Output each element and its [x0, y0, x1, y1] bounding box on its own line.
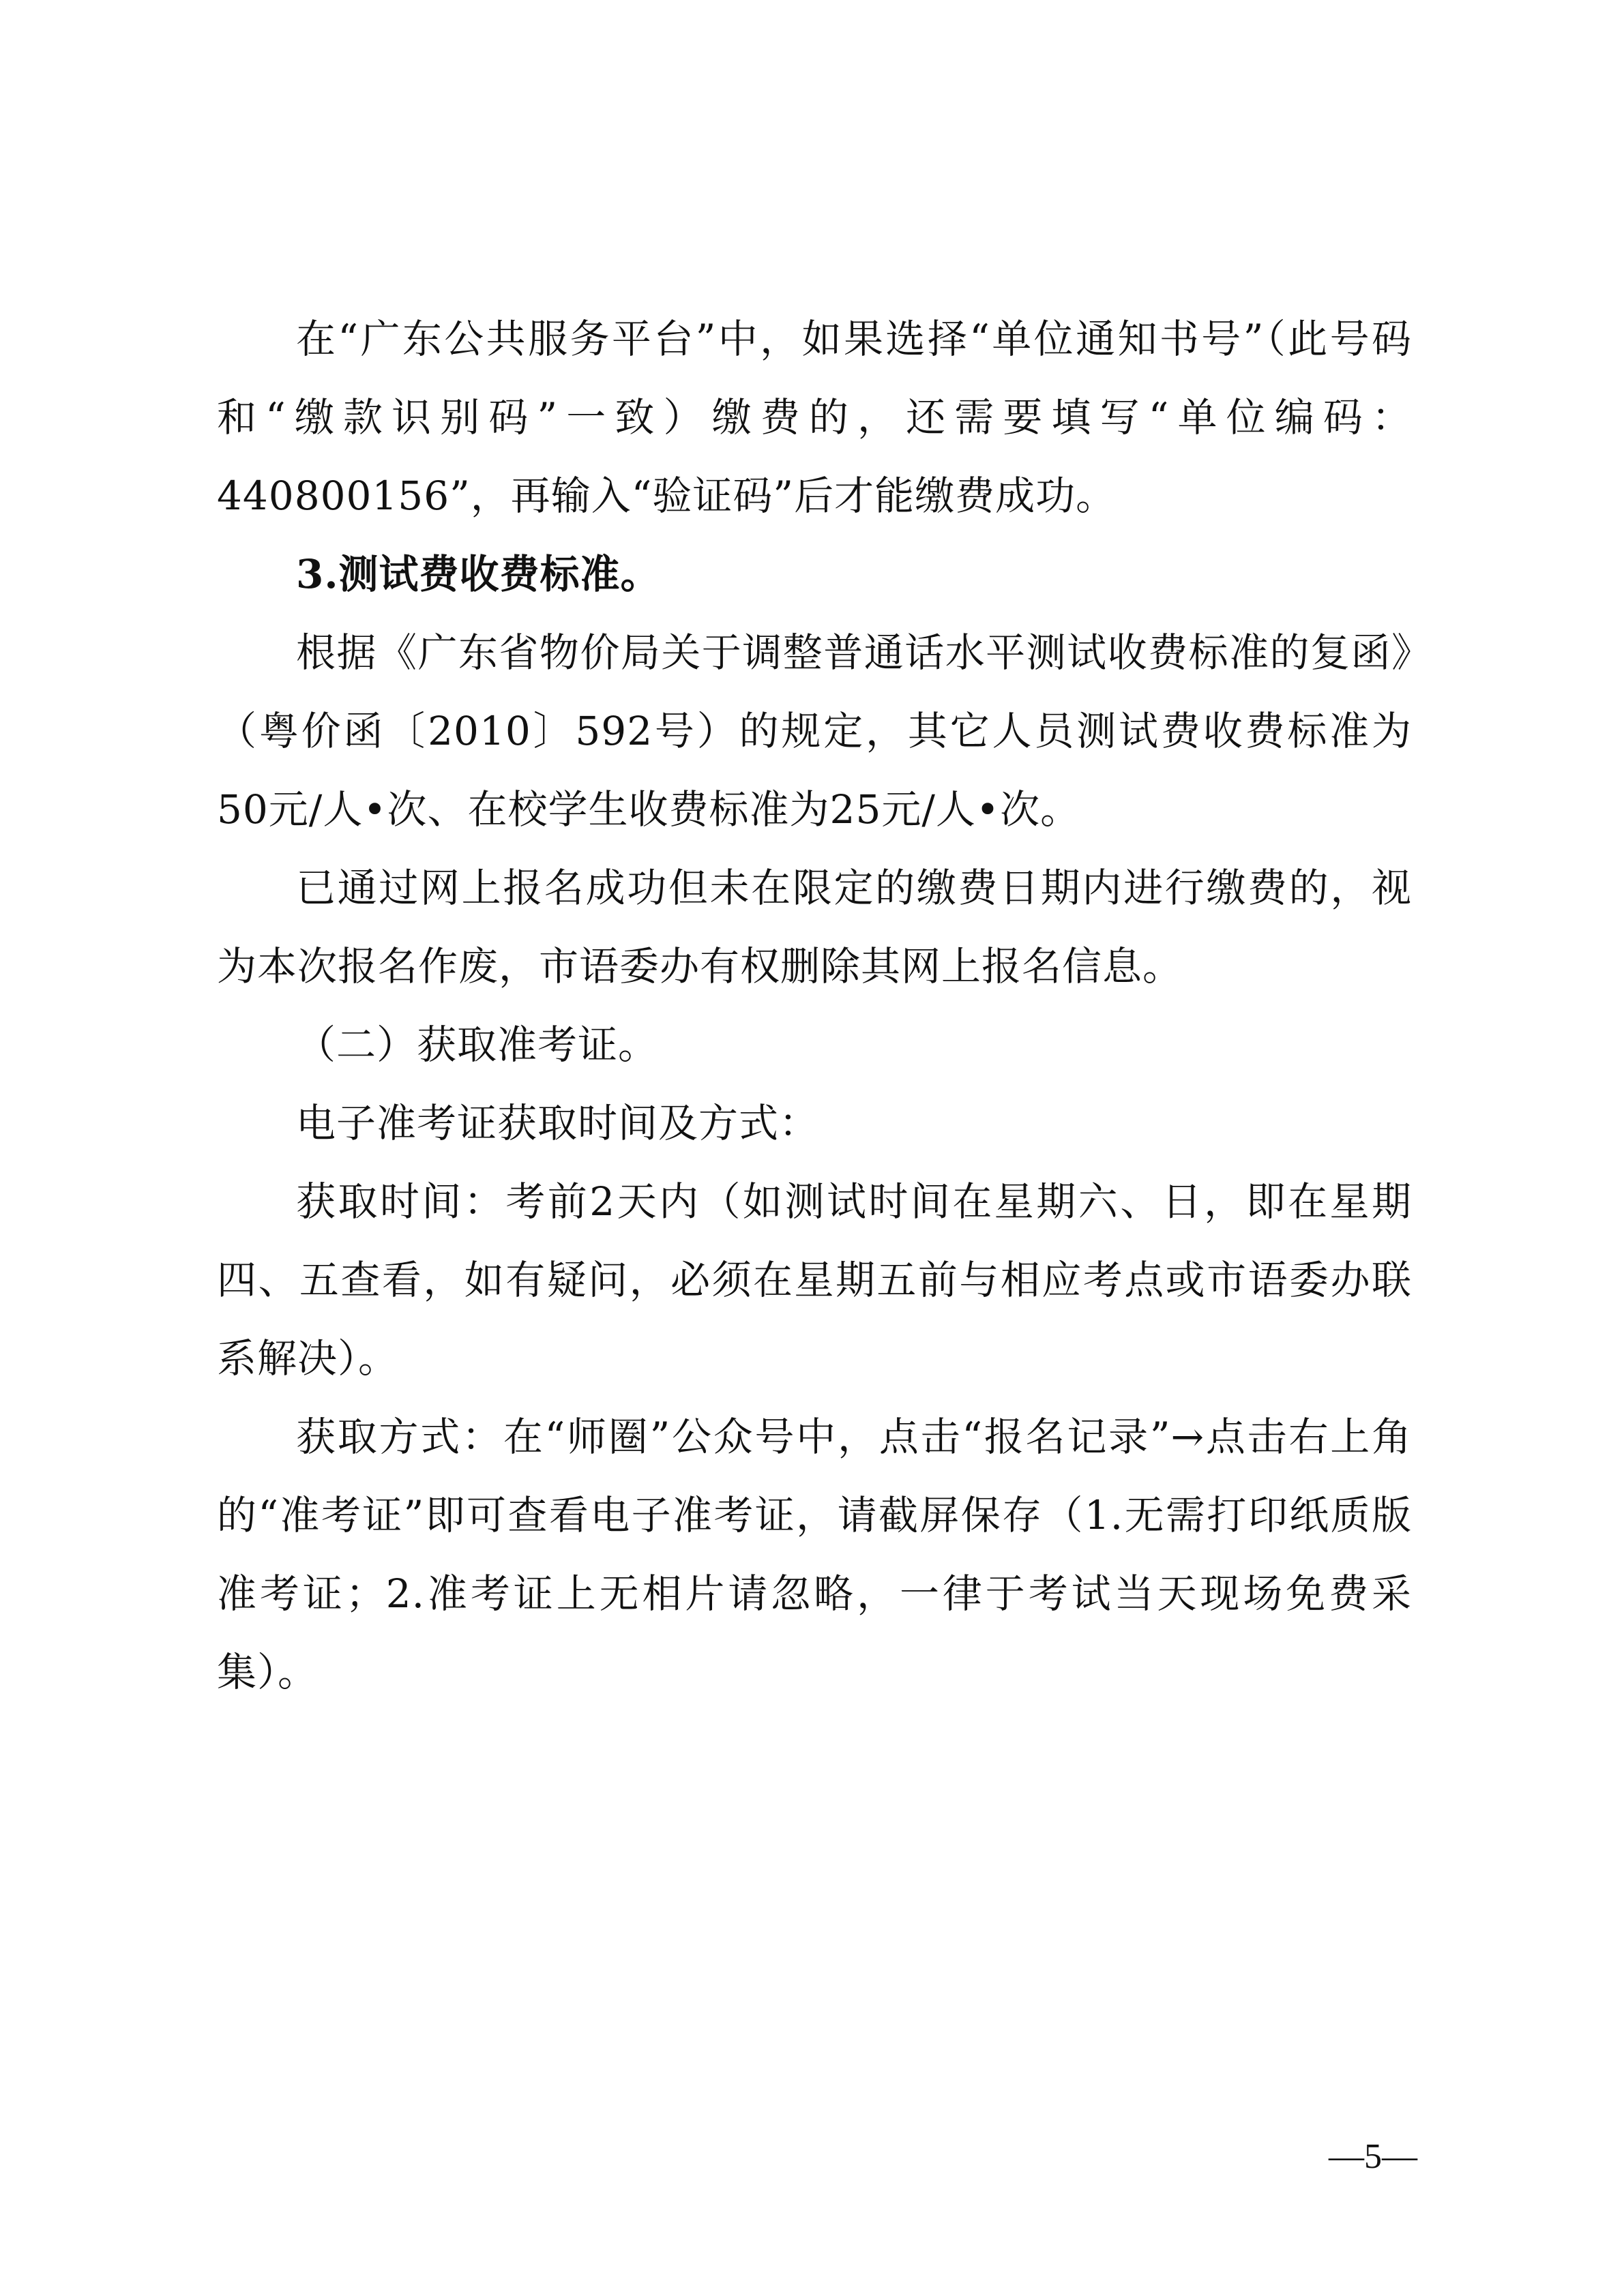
paragraph-ticket-intro: 电子准考证获取时间及方式：	[296, 1100, 820, 1146]
heading-fee-standard: 3.测试费收费标准。	[296, 551, 661, 597]
document-body	[217, 300, 1412, 1712]
paragraph-ticket-time: 获取时间：考前2天内（如测试时间在星期六、日，即在星期四、五查看，如有疑问，必须在星期五前与相应考点或市语委办联系解决）。	[217, 1178, 1412, 1382]
page-number: —5—	[1329, 2137, 1417, 2176]
heading-admission-ticket: （二）获取准考证。	[296, 1022, 659, 1068]
paragraph-unpaid-registration: 已通过网上报名成功但未在限定的缴费日期内进行缴费的，视为本次报名作废，市语委办有权删除其网上报名信息。	[217, 865, 1412, 989]
paragraph-payment-unit-code: 在“广东公共服务平台”中，如果选择“单位通知书号”（此号码和“缴款识别码”一致）缴费的，还需要填写“单位编码：440800156”，再输入“验证码”后才能缴费成功。	[217, 316, 1412, 519]
paragraph-ticket-method: 获取方式：在“师圈”公众号中，点击“报名记录”→点击右上角的“准考证”即可查看电子准考证，请截屏保存（1.无需打印纸质版准考证；2.准考证上无相片请忽略，一律于考试当天现场免费采集）。	[217, 1414, 1412, 1695]
paragraph-fee-regulation: 根据《广东省物价局关于调整普通话水平测试收费标准的复函》（粤价函〔2010〕592号）的规定，其它人员测试费收费标准为50元/人•次、在校学生收费标准为25元/人•次。	[217, 629, 1412, 833]
